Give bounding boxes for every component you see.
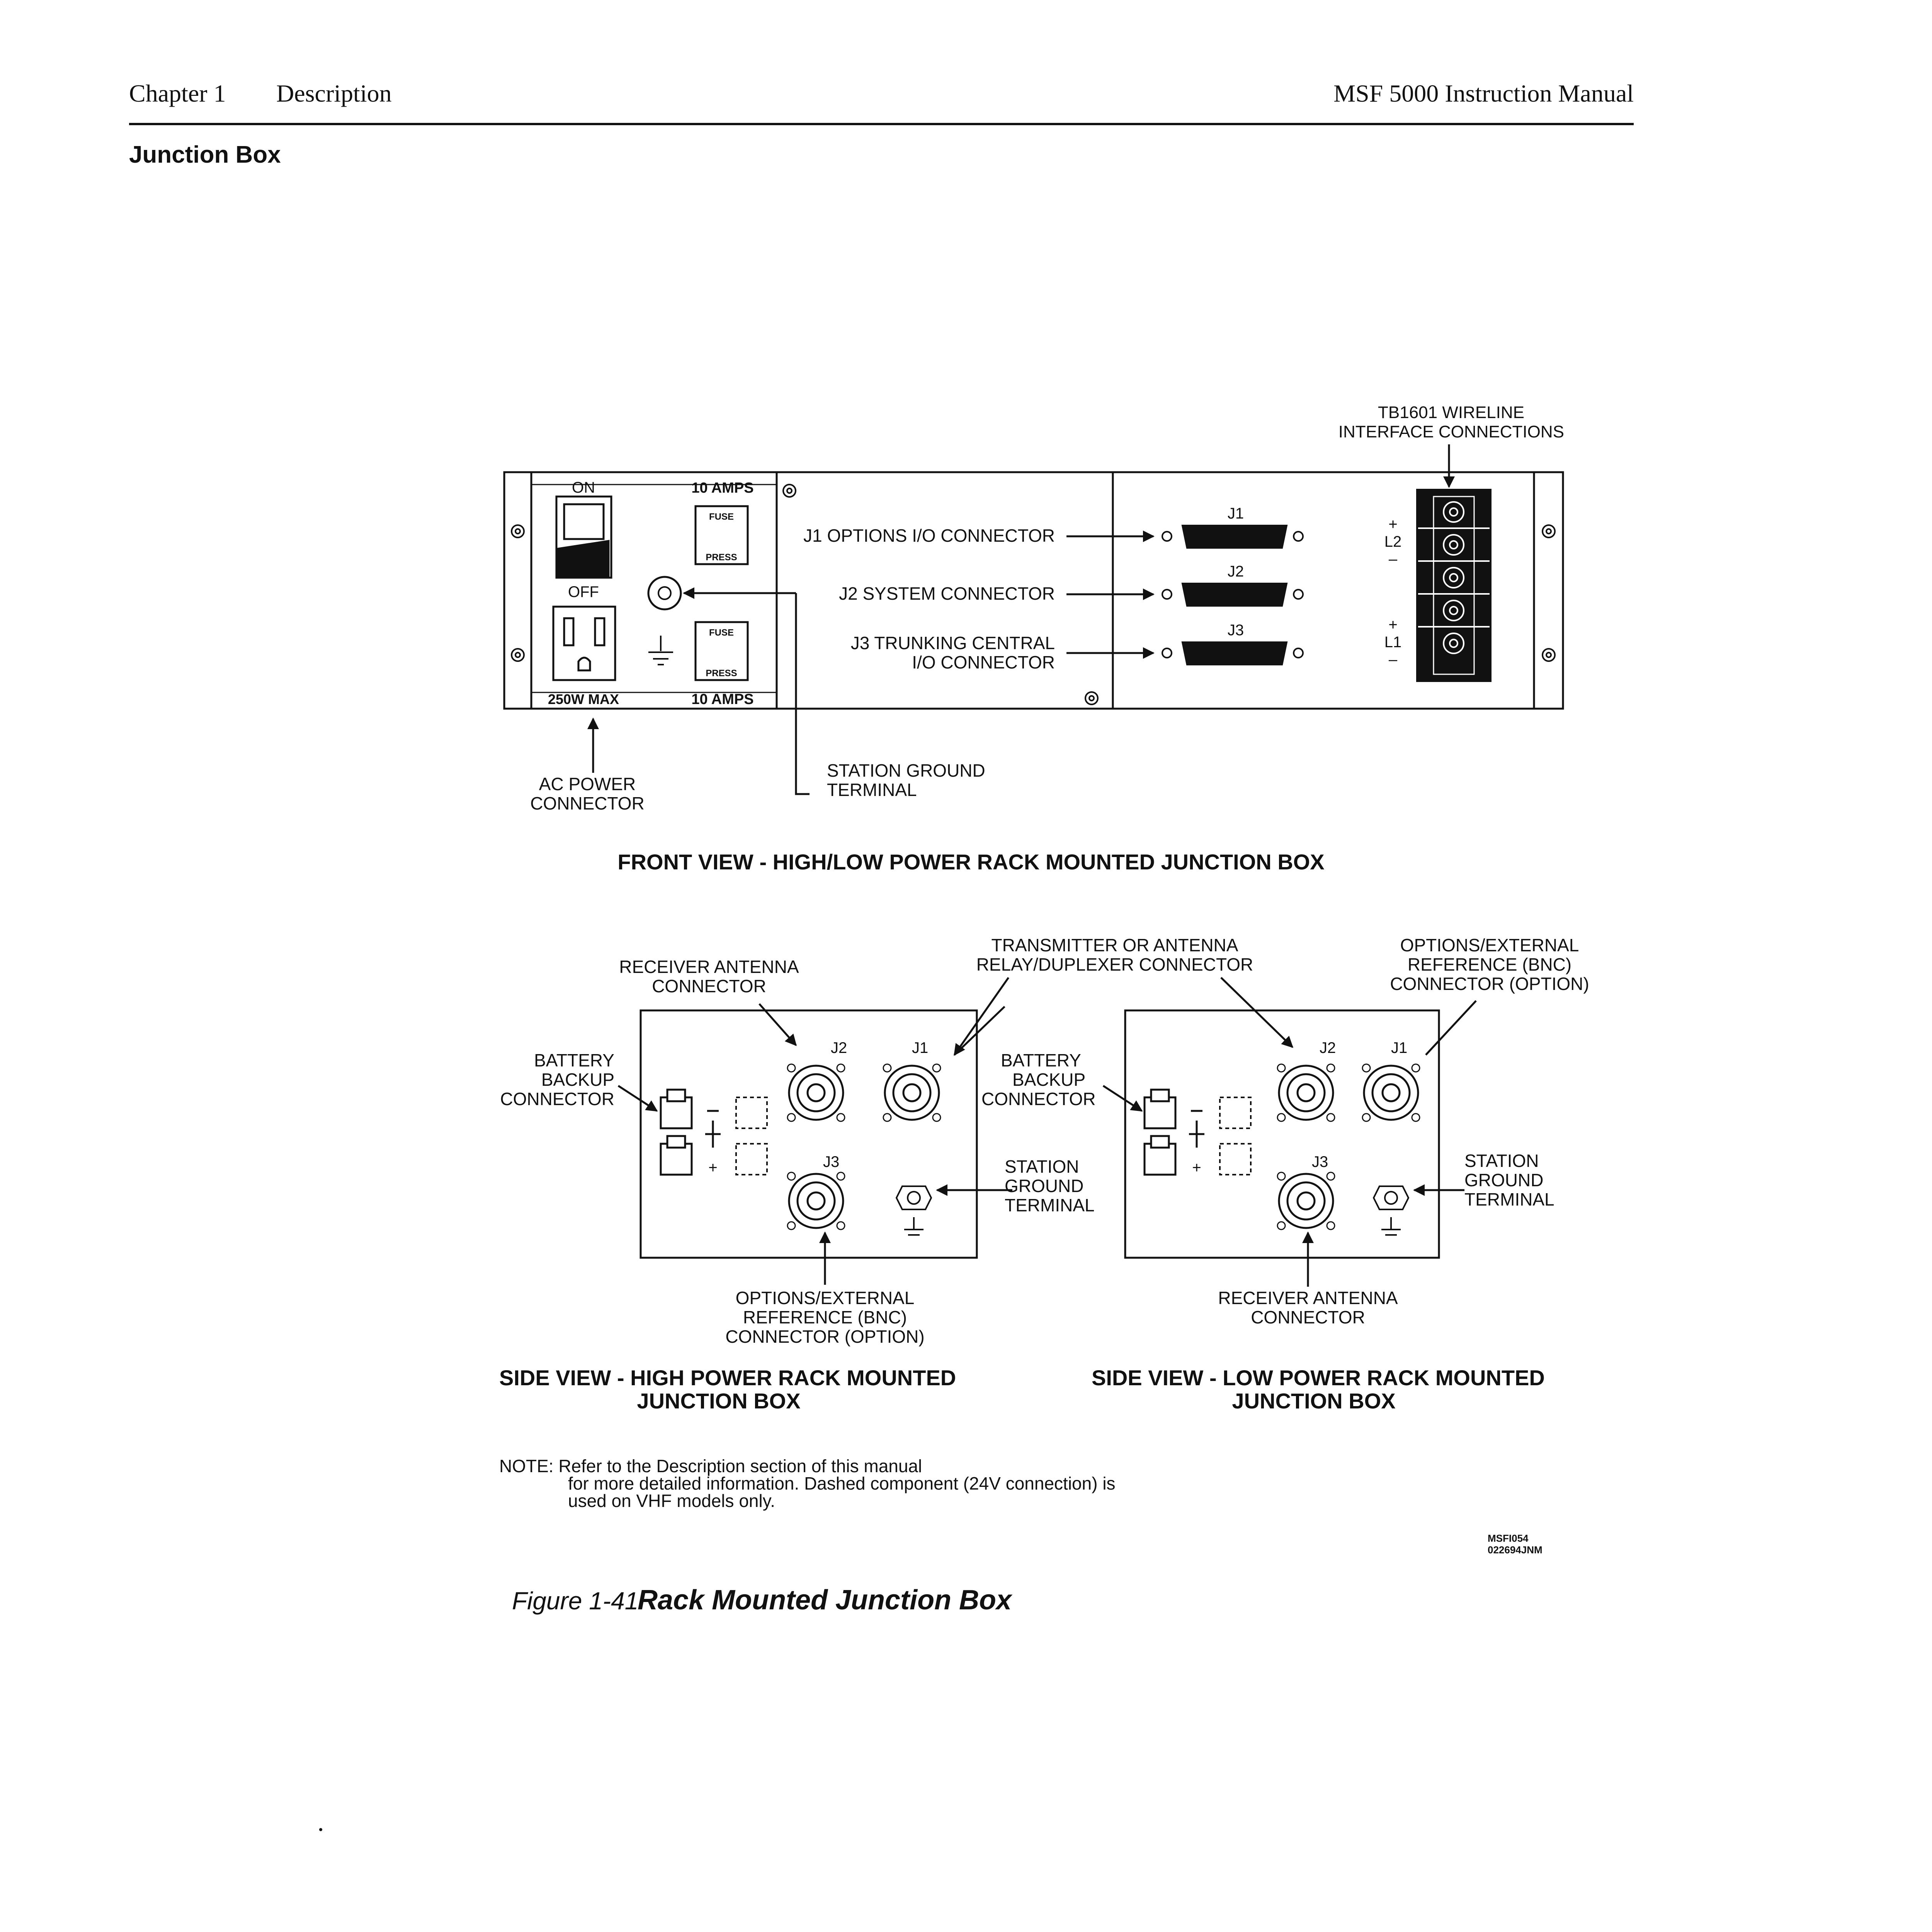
ac-power-line2: CONNECTOR [530, 793, 645, 813]
fuse-top-label: FUSE [709, 512, 734, 522]
fuse-top-press: PRESS [706, 552, 737, 563]
station-ground-line1: STATION GROUND [827, 760, 985, 781]
low-j3-label: J3 [1312, 1153, 1328, 1170]
figure-id-line1: MSFI054 [1488, 1532, 1529, 1544]
high-j1-label: J1 [912, 1039, 929, 1056]
high-battery-line1: BATTERY [534, 1050, 614, 1070]
dsub-connector-icon [1162, 526, 1303, 665]
figure-number: Figure 1-41 [512, 1587, 639, 1615]
high-j2-label: J2 [831, 1039, 847, 1056]
low-receiver-line2: CONNECTOR [1251, 1307, 1365, 1327]
manual-title: MSF 5000 Instruction Manual [1333, 80, 1634, 107]
low-receiver-line1: RECEIVER ANTENNA [1218, 1288, 1398, 1308]
l1-minus: – [1388, 651, 1398, 668]
low-battery-line3: CONNECTOR [981, 1089, 1096, 1109]
high-options-line2: REFERENCE (BNC) [743, 1307, 907, 1327]
switch-off-label: OFF [568, 583, 599, 600]
low-options-line1: OPTIONS/EXTERNAL [1400, 935, 1579, 955]
high-receiver-line1: RECEIVER ANTENNA [619, 957, 799, 977]
max-power-label: 250W MAX [548, 691, 619, 707]
chapter-label: Chapter 1 [129, 80, 226, 107]
bnc-ground-low-icon [1374, 1186, 1408, 1235]
high-station-line3: TERMINAL [1005, 1195, 1095, 1215]
stray-mark [319, 1828, 322, 1831]
tb1601-label-line1: TB1601 WIRELINE [1378, 403, 1524, 422]
high-battery-line2: BACKUP [541, 1070, 614, 1090]
low-battery-line2: BACKUP [1012, 1070, 1086, 1090]
low-options-line2: REFERENCE (BNC) [1407, 954, 1572, 975]
note-line3: used on VHF models only. [568, 1491, 776, 1511]
j2-label: J2 [1227, 563, 1244, 580]
high-station-line1: STATION [1005, 1156, 1079, 1177]
low-station-line1: STATION [1464, 1151, 1539, 1171]
tb1601-label-line2: INTERFACE CONNECTIONS [1338, 422, 1564, 441]
ground-terminal-icon [648, 577, 681, 609]
l2-minus: – [1388, 551, 1398, 568]
j3-callout-line2: I/O CONNECTOR [912, 652, 1055, 672]
low-j2-label: J2 [1320, 1039, 1336, 1056]
ac-power-line1: AC POWER [539, 774, 636, 794]
j2-callout: J2 SYSTEM CONNECTOR [839, 583, 1055, 604]
j1-callout: J1 OPTIONS I/O CONNECTOR [803, 526, 1055, 546]
fuse-bottom-press: PRESS [706, 668, 737, 679]
transmitter-line2: RELAY/DUPLEXER CONNECTOR [976, 954, 1253, 975]
high-j3-label: J3 [823, 1153, 840, 1170]
svg-text:+: + [1192, 1159, 1201, 1176]
high-options-line3: CONNECTOR (OPTION) [725, 1327, 925, 1347]
front-view-caption: FRONT VIEW - HIGH/LOW POWER RACK MOUNTED JUNCTION BOX [617, 850, 1325, 874]
low-station-line2: GROUND [1464, 1170, 1544, 1190]
ground-callout-line [796, 593, 810, 794]
high-station-line2: GROUND [1005, 1176, 1084, 1196]
figure-title: Rack Mounted Junction Box [638, 1585, 1012, 1616]
note-line1: NOTE: Refer to the Description section of this manual [499, 1456, 922, 1476]
high-battery-line3: CONNECTOR [500, 1089, 614, 1109]
svg-text:+: + [708, 1159, 718, 1176]
switch-on-label: ON [572, 479, 595, 496]
transmitter-line1: TRANSMITTER OR ANTENNA [991, 935, 1238, 955]
l1-plus: + [1388, 616, 1398, 633]
high-caption-line2: JUNCTION BOX [637, 1389, 801, 1413]
high-receiver-line2: CONNECTOR [652, 976, 766, 996]
figure-id-line2: 022694JNM [1488, 1544, 1543, 1556]
bnc-ground-icon [896, 1186, 931, 1235]
subheading: Junction Box [129, 141, 281, 168]
fuse-top-amps: 10 AMPS [691, 480, 754, 496]
l2-plus: + [1388, 516, 1398, 533]
fuse-bottom-label: FUSE [709, 628, 734, 638]
high-caption-line1: SIDE VIEW - HIGH POWER RACK MOUNTED [499, 1366, 956, 1390]
l1-label: L1 [1384, 634, 1402, 651]
ac-outlet-icon [553, 607, 615, 680]
low-caption-line1: SIDE VIEW - LOW POWER RACK MOUNTED [1092, 1366, 1545, 1390]
station-ground-line2: TERMINAL [827, 780, 917, 800]
low-caption-line2: JUNCTION BOX [1232, 1389, 1396, 1413]
j3-callout-line1: J3 TRUNKING CENTRAL [850, 633, 1055, 653]
l2-label: L2 [1384, 533, 1402, 550]
power-switch [556, 497, 611, 578]
terminal-block-tb1601 [1416, 489, 1492, 682]
fuse-bottom-amps: 10 AMPS [691, 691, 754, 707]
low-options-line3: CONNECTOR (OPTION) [1390, 974, 1589, 994]
note-line2: for more detailed information. Dashed component (24V connection) is [568, 1473, 1116, 1493]
low-station-line3: TERMINAL [1464, 1189, 1554, 1209]
j3-label: J3 [1227, 622, 1244, 639]
section-label: Description [276, 80, 392, 107]
antenna-connector-low-icon [1279, 1066, 1418, 1228]
low-battery-line1: BATTERY [1001, 1050, 1081, 1070]
j1-label: J1 [1227, 505, 1244, 522]
high-options-line1: OPTIONS/EXTERNAL [735, 1288, 915, 1308]
low-j1-label: J1 [1391, 1039, 1408, 1056]
earth-ground-icon [648, 636, 673, 665]
